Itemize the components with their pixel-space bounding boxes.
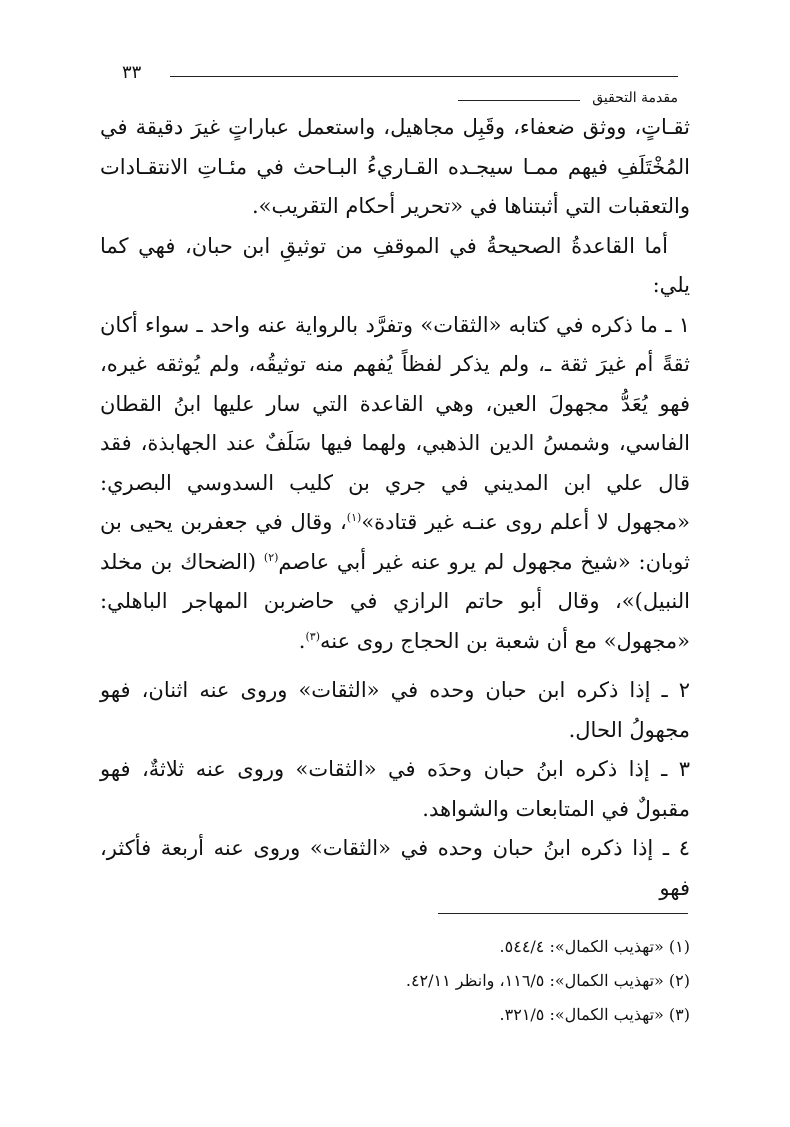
header-rule-secondary: [458, 100, 580, 101]
body-text: [100, 108, 690, 908]
list-item-4: [100, 829, 690, 908]
footnote-ref-1: (١): [346, 511, 362, 524]
list-item-1-text-c: (الضحاك بن مخلد النبيل)»، وقال أبو حاتم الرازي في حاضربن المهاجر الباهلي: «مجهول» مع أن شعبة بن الحجاج روى عنه: [100, 549, 690, 653]
paragraph-2: أما القاعدةُ الصحيحةُ في الموقفِ من توثيقِ ابن حبان، فهي كما يلي:: [100, 233, 690, 297]
header-rule: [170, 76, 678, 77]
footnotes: [260, 930, 690, 1032]
list-item-2-text: إذا ذكره ابن حبان وحده في «الثقات» وروى عنه اثنان، فهو مجهولُ الحال.: [100, 678, 690, 742]
header-title: مقدمة التحقيق: [592, 90, 678, 106]
page-number: ٣٣: [122, 62, 142, 83]
list-item-1-text-d: .: [298, 628, 306, 653]
list-item-1: [100, 306, 690, 662]
list-item-3-number: ٣ ـ: [661, 757, 690, 781]
list-item-2-number: ٢ ـ: [661, 678, 690, 702]
running-header: [118, 62, 678, 106]
list-item-3: [100, 750, 690, 829]
list-item-2: [100, 671, 690, 750]
list-item-3-text: إذا ذكره ابنُ حبان وحدَه في «الثقات» وروى عنه ثلاثةٌ، فهو مقبولٌ في المتابعات والشواهد.: [100, 757, 690, 821]
list-item-1-text-a: ما ذكره في كتابه «الثقات» وتفرَّد بالرواية عنه واحد ـ سواء أكان ثقةً أم غيرَ ثقة ـ، ولم يذكر لفظاً يُفهم منه توثيقُه، ولم يُوثقه غيره، فهو يُعَدُّ مجهولَ العين، وهي القاعدة التي سار عليها ابنُ القطان الفاسي، وشمسُ الدين الذهبي، ولهما فيها سَلَفٌ عند الجهابذة، فقد قال علي ابن المديني في جري بن كليب السدوسي البصري: «مجهول لا أعلم روى عنـه غير قتادة»: [100, 312, 690, 534]
spacer: [100, 661, 690, 671]
paragraph-1: ثقـاتٍ، ووثق ضعفاء، وقَبِل مجاهيل، واستعمل عباراتٍ غيرَ دقيقة في المُخْتَلَفِ فيهم ممـا سيجـده القـاريءُ البـاحث في مئـاتِ الانتقـادات والتعقبات التي أثبتناها في «تحرير أحكام التقريب».: [100, 115, 690, 218]
footnote-1: (١) «تهذيب الكمال»: ٥٤٤/٤.: [499, 937, 690, 956]
footnote-ref-3: (٣): [305, 629, 320, 643]
footnote-rule: [438, 913, 688, 914]
list-item-4-text: إذا ذكره ابنُ حبان وحده في «الثقات» وروى عنه أربعة فأكثر، فهو: [100, 836, 690, 900]
list-item-1-number: ١ ـ: [665, 312, 690, 337]
list-item-4-number: ٤ ـ: [662, 836, 690, 860]
list-item-1-text-b: ، وقال في جعفربن يحيى بن ثوبان: «شيخ مجهول لم يرو عنه غير أبي عاصم: [100, 510, 690, 574]
footnote-3: (٣) «تهذيب الكمال»: ٣٢١/٥.: [499, 1005, 690, 1024]
footnote-2: (٢) «تهذيب الكمال»: ١١٦/٥، وانظر ٤٢/١١.: [405, 971, 690, 990]
footnote-ref-2: (٢): [263, 550, 279, 564]
